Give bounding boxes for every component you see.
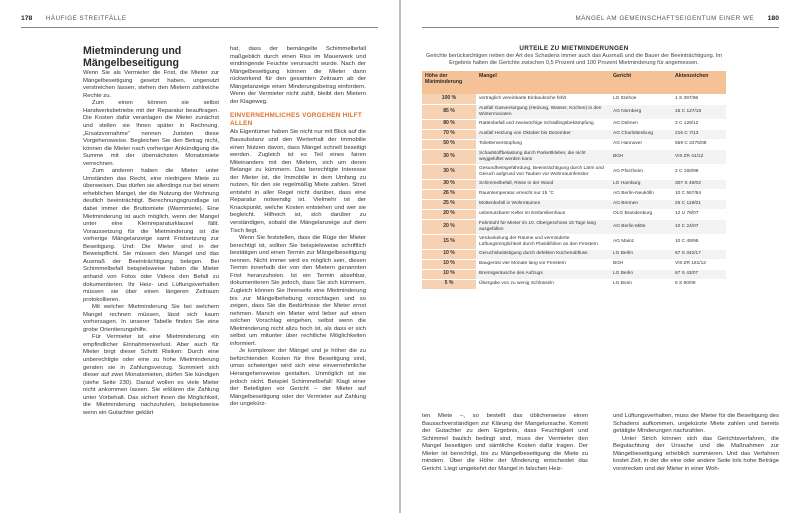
row-reduction: 5 % (422, 279, 476, 289)
paragraph: Zum anderen haben die Mieter unter Umständen das Recht, eine niedrigere Miete zu überweisen. Das dürfen sie allerdings nur bei einem erheblichen Mangel, der die Nutzung der Wohnung deutlich beeinträchtigt. Berechnungsgrundlage ist dabei immer die Bruttomiete (Warmmiete). Eine Mietminderung ist auch möglich, wenn der Mangel unter eine Kleinreparaturklausel fällt. Voraussetzung für die Mietminderung ist die vorherige Mängelanzeige samt Fristsetzung zur Beseitigung. Und: Die Mieter sind in der Beweispflicht. Sie müssen den Mangel und das Ausmaß der Beeinträchtigung belegen. Bei Schimmelbefall beispielsweise haben die Mieter anhand von Fotos oder Videos den Befall zu dokumentieren. Ihr Heiz- und Lüftungsverhalten müssen sie über einen längeren Zeitraum protokollieren. (83, 168, 219, 303)
paragraph: Wenn Sie feststellen, dass die Rüge der Mieter berechtigt ist, sollten Sie beispielsweise schriftlich bestätigen und einen Termin zur Mängelbeseitigung nennen. Nicht immer wird es möglich sein, diesen Termin innerhalb der von den Mietern genannten Frist heranzuholen. Ist ein Termin absehbar, dokumentieren Sie jedoch, dass Sie sich kümmern. Zugleich können Sie Ihrerseits eine Mietminderung bis zur Mängelbehebung vorschlagen und so zeigen, dass Sie die Bedürfnisse der Mieter ernst nehmen. Manch ein Mieter wird lieber auf einen solchen Vorschlag eingehen, selbst wenn die Mietminderung nicht allzu hoch ist, als dass er sich selbst um mitunter über rechtliche Möglichkeiten informiert. (230, 235, 366, 347)
table-row (422, 209, 726, 219)
table-row (422, 199, 726, 209)
row-defect: Ausfall Heizung von Oktober bis Dezember (476, 129, 610, 139)
row-file-number: 67 S 342/17 (672, 249, 726, 259)
table-row (422, 164, 726, 179)
row-court: AG Pforzheim (610, 164, 672, 179)
row-court: LG Berlin (610, 249, 672, 259)
row-court: BGH (610, 149, 672, 164)
row-court: AG Nürnberg (610, 104, 672, 119)
row-court: OLG Brandenburg (610, 209, 672, 219)
right-column-1 (422, 413, 588, 473)
row-court: LG Hamburg (610, 179, 672, 189)
row-court: LG Berlin (610, 269, 672, 279)
column-header-court: Gericht (610, 71, 672, 94)
row-reduction: 30 % (422, 179, 476, 189)
row-file-number: 216 C 7/13 (672, 129, 726, 139)
row-file-number: 559 C 3475/08 (672, 139, 726, 149)
row-reduction: 85 % (422, 104, 476, 119)
column-header-reduction: Höhe der Mietminderung (422, 71, 476, 94)
row-defect: vertraglich vereinbarte Einbauküche fehlt (476, 94, 610, 104)
right-running-head (576, 15, 779, 22)
row-court: AG Mainz (610, 234, 672, 249)
table-row (422, 234, 726, 249)
row-reduction: 30 % (422, 164, 476, 179)
row-reduction: 20 % (422, 219, 476, 234)
table-row (422, 259, 726, 269)
table-header-row (422, 71, 726, 94)
row-court: LG Bonn (610, 279, 672, 289)
row-court: AG Charlottenburg (610, 129, 672, 139)
left-column-1 (83, 46, 219, 417)
right-column-2 (613, 413, 779, 473)
table-row (422, 119, 726, 129)
row-file-number: 307 S 48/02 (672, 179, 726, 189)
row-defect: Baugerüst vier Monate lang vor Fenstern (476, 259, 610, 269)
column-header-defect: Mangel (476, 71, 610, 94)
paragraph: Als Eigentümer haben Sie nicht nur mit Blick auf die Bausubstanz und den Werterhalt der Immobilie einen Nutzen davon, dass Mängel schnell beseitigt werden. Zugleich ist es Teil eines fairen Miteinanders mit den Mietern, sich um deren Belange zu kümmern. Das berechtigte Interesse der Mieter ist, die Immobilie in dem Umfang zu nutzen, für den sie regelmäßig Miete zahlen. Streit entsteht in aller Regel nicht darüber, dass eine Reparatur notwendig ist. Vielmehr ist der Knackpunkt, welche Kosten entstehen und wer sie begleicht. Hilfreich ist, sich darüber zu verständigen, sobald die Mängelanzeige auf dem Tisch liegt. (230, 129, 366, 234)
table-row (422, 129, 726, 139)
table-intro: Gerichte berücksichtigen neben der Art des Schadens immer auch das Ausmaß und die Bauer der Beeinträchtigung. Im Ergebnis halten die Gerichte zwischen 0,5 Prozent und 100 Prozent Mietminderung für angemessen. (425, 53, 722, 67)
row-file-number: 3 C 128/12 (672, 119, 726, 129)
table-row (422, 189, 726, 199)
right-header-rule (422, 27, 779, 28)
paragraph: Zum einen können sie selbst Handwerksbetriebe mit der Reparatur beauftragen. Die Kosten dafür veranlagen die Mieter zunächst und stellen sie Ihnen später in Rechnung. „Ersatzvornahme“ nennen Juristen diese Vorgehensweise. Begleichen Sie den Betrag nicht, können die Mieter nach vorheriger Ankündigung die Summe mit der übernächsten Monatsmiete verrechnen. (83, 100, 219, 167)
row-file-number: 12 U 78/07 (672, 209, 726, 219)
table-row (422, 269, 726, 279)
row-defect: Ausfall Gasversorgung (Heizung, Wasser, Kochen) in den Wintermonaten (476, 104, 610, 119)
paragraph: Wenn Sie als Vermieter die Frist, die Mieter zur Mängelbeseitigung gesetzt haben, ungenutzt verstreichen lassen, stehen den Mietern zahlreiche Rechte zu. (83, 70, 219, 99)
row-file-number: 16 C 127/16 (672, 104, 726, 119)
ruling-table (422, 71, 726, 290)
row-defect: Mottenbefall in Wohnräumen (476, 199, 610, 209)
row-defect: Raumtemperatur erreicht nur 15 °C (476, 189, 610, 199)
table-row (422, 149, 726, 164)
row-file-number: 10 C 24/07 (672, 219, 726, 234)
row-reduction: 30 % (422, 149, 476, 164)
row-court: LG Itzehoe (610, 94, 672, 104)
table-row (422, 104, 726, 119)
row-court: AG Hannover (610, 139, 672, 149)
right-running-head-text: MÄNGEL AM GEMEINSCHAFTSEIGENTUM EINER WE (575, 15, 755, 22)
row-defect: Schadstoffbelastung durch Parkettkleber, die nicht weggelüftet werden kann (476, 149, 610, 164)
paragraph: und Lüftungsverhalten, muss der Mieter für die Beseitigung des Schadens aufkommen, ungekürzte Miete zahlen und bereits getätigte Minderungen nachzahlen. (613, 413, 779, 435)
row-defect: Geruchsbelästigung durch defekten Küchenabfluss (476, 249, 610, 259)
table-row (422, 94, 726, 104)
paragraph: Für Vermieter ist eine Mietminderung ein empfindlicher Einnahmenverlust. Aber auch für Mieter birgt dieser Schritt Risiken: Durch eine unberechtigte oder eine zu hohe Mietminderung geraten sie in Zahlungsverzug. Summiert sich dieser auf zwei Monatsmieten, dürfen Sie kündigen (siehe Seite 230). Darauf wollen es viele Mieter nicht ankommen lassen. Sie erklären die Zahlung unter Vorbehalt. Das sichert ihnen die Möglichkeit, die Mietminderung nachzuholen, beispielsweise wenn ein Gutachter geklärt (83, 334, 219, 416)
table-row (422, 179, 726, 189)
paragraph: ten Miete –, so bestellt das üblicherweise einen Bausachverständigen zur Klärung der Mangelursache. Kommt der Gutachter zu dem Ergebnis, dass Feuchtigkeit und Schimmel baulich bedingt sind, muss der Vermieter den Mangel beseitigen und sämtliche Kosten dafür tragen. Der Mieter ist berechtigt, bis zu Mängelbeseitigung die Miete zu mindern. Über die Höhe der Minderung entscheidet das Gericht. Liegt umgekehrt der Mangel in falschen Heiz- (422, 413, 588, 472)
row-reduction: 10 % (422, 249, 476, 259)
left-running-head (21, 15, 127, 22)
table-row (422, 139, 726, 149)
section-heading-line-2: Mängelbeseitigung (83, 56, 179, 69)
row-reduction: 26 % (422, 189, 476, 199)
section-heading-line-1: Mietminderung und (83, 45, 182, 57)
table-row (422, 249, 726, 259)
row-defect: Verdunkelung der Räume und verminderte Lüftungsmöglichkeit durch Plastikfolien an den Fenstern (476, 234, 610, 249)
table-row (422, 219, 726, 234)
left-page (0, 0, 399, 513)
row-file-number: 10 C 49/95 (672, 234, 726, 249)
row-file-number: 6 S 90/09 (672, 279, 726, 289)
row-file-number: 2 C 160/98 (672, 164, 726, 179)
row-court: BGH (610, 259, 672, 269)
row-reduction: 15 % (422, 234, 476, 249)
row-court: AG Bremen (610, 199, 672, 209)
row-defect: Gesundheitsgefährdung, Beeinträchtigung durch Lärm und Geruch aufgrund von Tauben vor Wohnraumfenster (476, 164, 610, 179)
row-file-number: 1 S 397/96 (672, 94, 726, 104)
ruling-table-box (422, 45, 726, 290)
row-file-number: 25 C 118/01 (672, 199, 726, 209)
paragraph: Mit welcher Mietminderung Sie bei welchem Mangel rechnen müssen, lässt sich kaum vorhersagen. In unserer Tabelle finden Sie eine grobe Orientierungshilfe. (83, 304, 219, 333)
row-reduction: 80 % (422, 119, 476, 129)
paragraph: hat, dass der bemängelte Schimmelbefall maßgeblich durch einen Riss im Mauerwerk und eindringende Feuchte verursacht wurde. Nach der Mängelbeseitigung können die Mieter dann rückwirkend für den gesamten Zeitraum ab der Mängelanzeige einen Minderungsbetrag einfordern. Wenn der Vermieter nicht zahlt, bleibt den Mietern der Klageweg. (230, 46, 366, 105)
table-row (422, 279, 726, 289)
row-file-number: 10 C 557/84 (672, 189, 726, 199)
right-page-number: 180 (767, 15, 779, 22)
row-file-number: 67 S 43/07 (672, 269, 726, 279)
subheading: EINVERNEHMLICHES VORGEHEN HILFT ALLEN (230, 112, 363, 127)
row-court: AG Berlin-Neukölln (610, 189, 672, 199)
left-running-head-text: HÄUFIGE STREITFÄLLE (45, 15, 127, 22)
row-defect: Rattenbefall und zweiwöchige Schädlingsbekämpfung (476, 119, 610, 129)
row-defect: Fahrstuhl für Mieter im 10. Obergeschoss 16 Tage lang ausgefallen (476, 219, 610, 234)
row-defect: Schimmelbefall, Risse in der Wand (476, 179, 610, 189)
left-header-rule (21, 27, 378, 28)
row-reduction: 100 % (422, 94, 476, 104)
row-defect: Toilettenverstopfung (476, 139, 610, 149)
row-defect: Bremsgeräusche des Aufzugs (476, 269, 610, 279)
row-court: AG Berlin-Mitte (610, 219, 672, 234)
paragraph: Je komplexer der Mängel und je höher die zu befürchtenden Kosten für ihre Beseitigung sind, umso schwieriger wird sich eine einvernehmliche Herangehensweise gestalten. Unmöglich ist sie jedoch nicht. Beispiel Schimmelbefall: Klagt einer der Beteiligten vor Gericht – der Mieter auf Mängelbeseitigung oder der Vermieter auf Zahlung der ungekürz- (230, 348, 366, 408)
row-reduction: 50 % (422, 139, 476, 149)
row-file-number: VIII ZR 181/12 (672, 259, 726, 269)
table-title: URTEILE ZU MIETMINDERUNGEN (519, 45, 629, 52)
row-reduction: 20 % (422, 209, 476, 219)
section-heading (83, 46, 219, 69)
left-column-2 (230, 46, 366, 409)
paragraph: Unter Strich können sich das Gerichtsverfahren, die Begutachtung der Ursache und die Maßnahmen zur Mängelbeseitigung erheblich summieren. Und das Verfahren kostet Zeit, in der die eine oder andere Seite tols hohe Beträge vorstrecken und der Mieter in einer Woh- (613, 435, 779, 472)
row-defect: Übergabe von zu wenig Schlüsseln (476, 279, 610, 289)
left-page-number: 178 (21, 15, 33, 22)
row-court: AG Dülmen (610, 119, 672, 129)
row-file-number: VIII ZR 41/12 (672, 149, 726, 164)
row-defect: unbenutzbarer Keller im Einfamilienhaus (476, 209, 610, 219)
row-reduction: 25 % (422, 199, 476, 209)
row-reduction: 10 % (422, 259, 476, 269)
column-header-file-number: Aktenzeichen (672, 71, 726, 94)
row-reduction: 10 % (422, 269, 476, 279)
row-reduction: 70 % (422, 129, 476, 139)
right-page (401, 0, 800, 513)
